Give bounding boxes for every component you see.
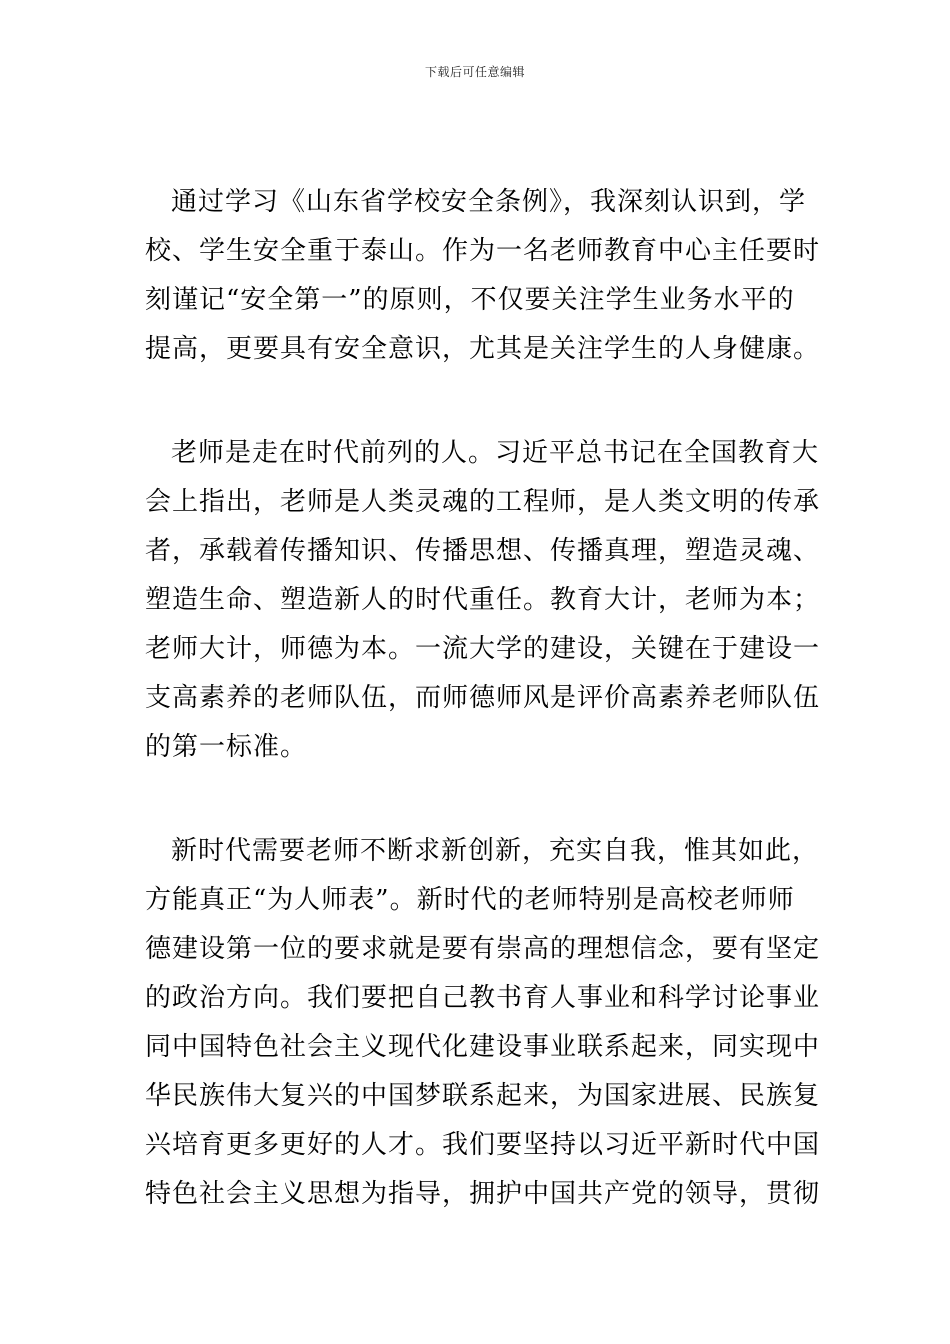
paragraph-line: 通过学习《山东省学校安全条例》，我深刻认识到，学 — [171, 187, 807, 217]
paragraph-line: 的政治方向。我们要把自己教书育人事业和科学讨论事业 — [145, 983, 821, 1013]
paragraph-line: 会上指出，老师是人类灵魂的工程师，是人类文明的传承 — [145, 487, 821, 517]
paragraph-line: 塑造生命、塑造新人的时代重任。教育大计，老师为本； — [145, 585, 821, 615]
paragraph-line: 华民族伟大复兴的中国梦联系起来，为国家进展、民族复 — [145, 1081, 821, 1111]
paragraph-line: 刻谨记“安全第一”的原则，不仅要关注学生业务水平的 — [145, 285, 795, 315]
paragraph-line: 提高，更要具有安全意识，尤其是关注学生的人身健康。 — [145, 334, 821, 364]
paragraph-line: 新时代需要老师不断求新创新，充实自我，惟其如此， — [171, 836, 820, 866]
paragraph-line: 德建设第一位的要求就是要有崇高的理想信念，要有坚定 — [145, 934, 821, 964]
paragraph-line: 方能真正“为人师表”。新时代的老师特别是高校老师师 — [145, 885, 795, 915]
paragraph-2 — [145, 429, 821, 772]
paragraph-spacer — [145, 772, 815, 827]
paragraph-line: 同中国特色社会主义现代化建设事业联系起来，同实现中 — [145, 1032, 821, 1062]
paragraph-spacer — [145, 374, 815, 429]
paragraph-line: 兴培育更多更好的人才。我们要坚持以习近平新时代中国 — [145, 1130, 821, 1160]
paragraph-3 — [145, 827, 821, 1219]
paragraph-line: 特色社会主义思想为指导，拥护中国共产党的领导，贯彻 — [145, 1179, 821, 1209]
paragraph-line: 老师大计，师德为本。一流大学的建设，关键在于建设一 — [145, 634, 821, 664]
paragraph-line: 支高素养的老师队伍，而师德师风是评价高素养老师队伍 — [145, 683, 821, 713]
paragraph-line: 的第一标准。 — [145, 732, 308, 762]
page-header-note: 下载后可任意编辑 — [424, 65, 525, 79]
paragraph-line: 者，承载着传播知识、传播思想、传播真理，塑造灵魂、 — [145, 536, 821, 566]
paragraph-line: 老师是走在时代前列的人。习近平总书记在全国教育大 — [171, 438, 820, 468]
document-body — [145, 178, 821, 1219]
paragraph-line: 校、学生安全重于泰山。作为一名老师教育中心主任要时 — [145, 236, 821, 266]
paragraph-1 — [145, 178, 821, 374]
